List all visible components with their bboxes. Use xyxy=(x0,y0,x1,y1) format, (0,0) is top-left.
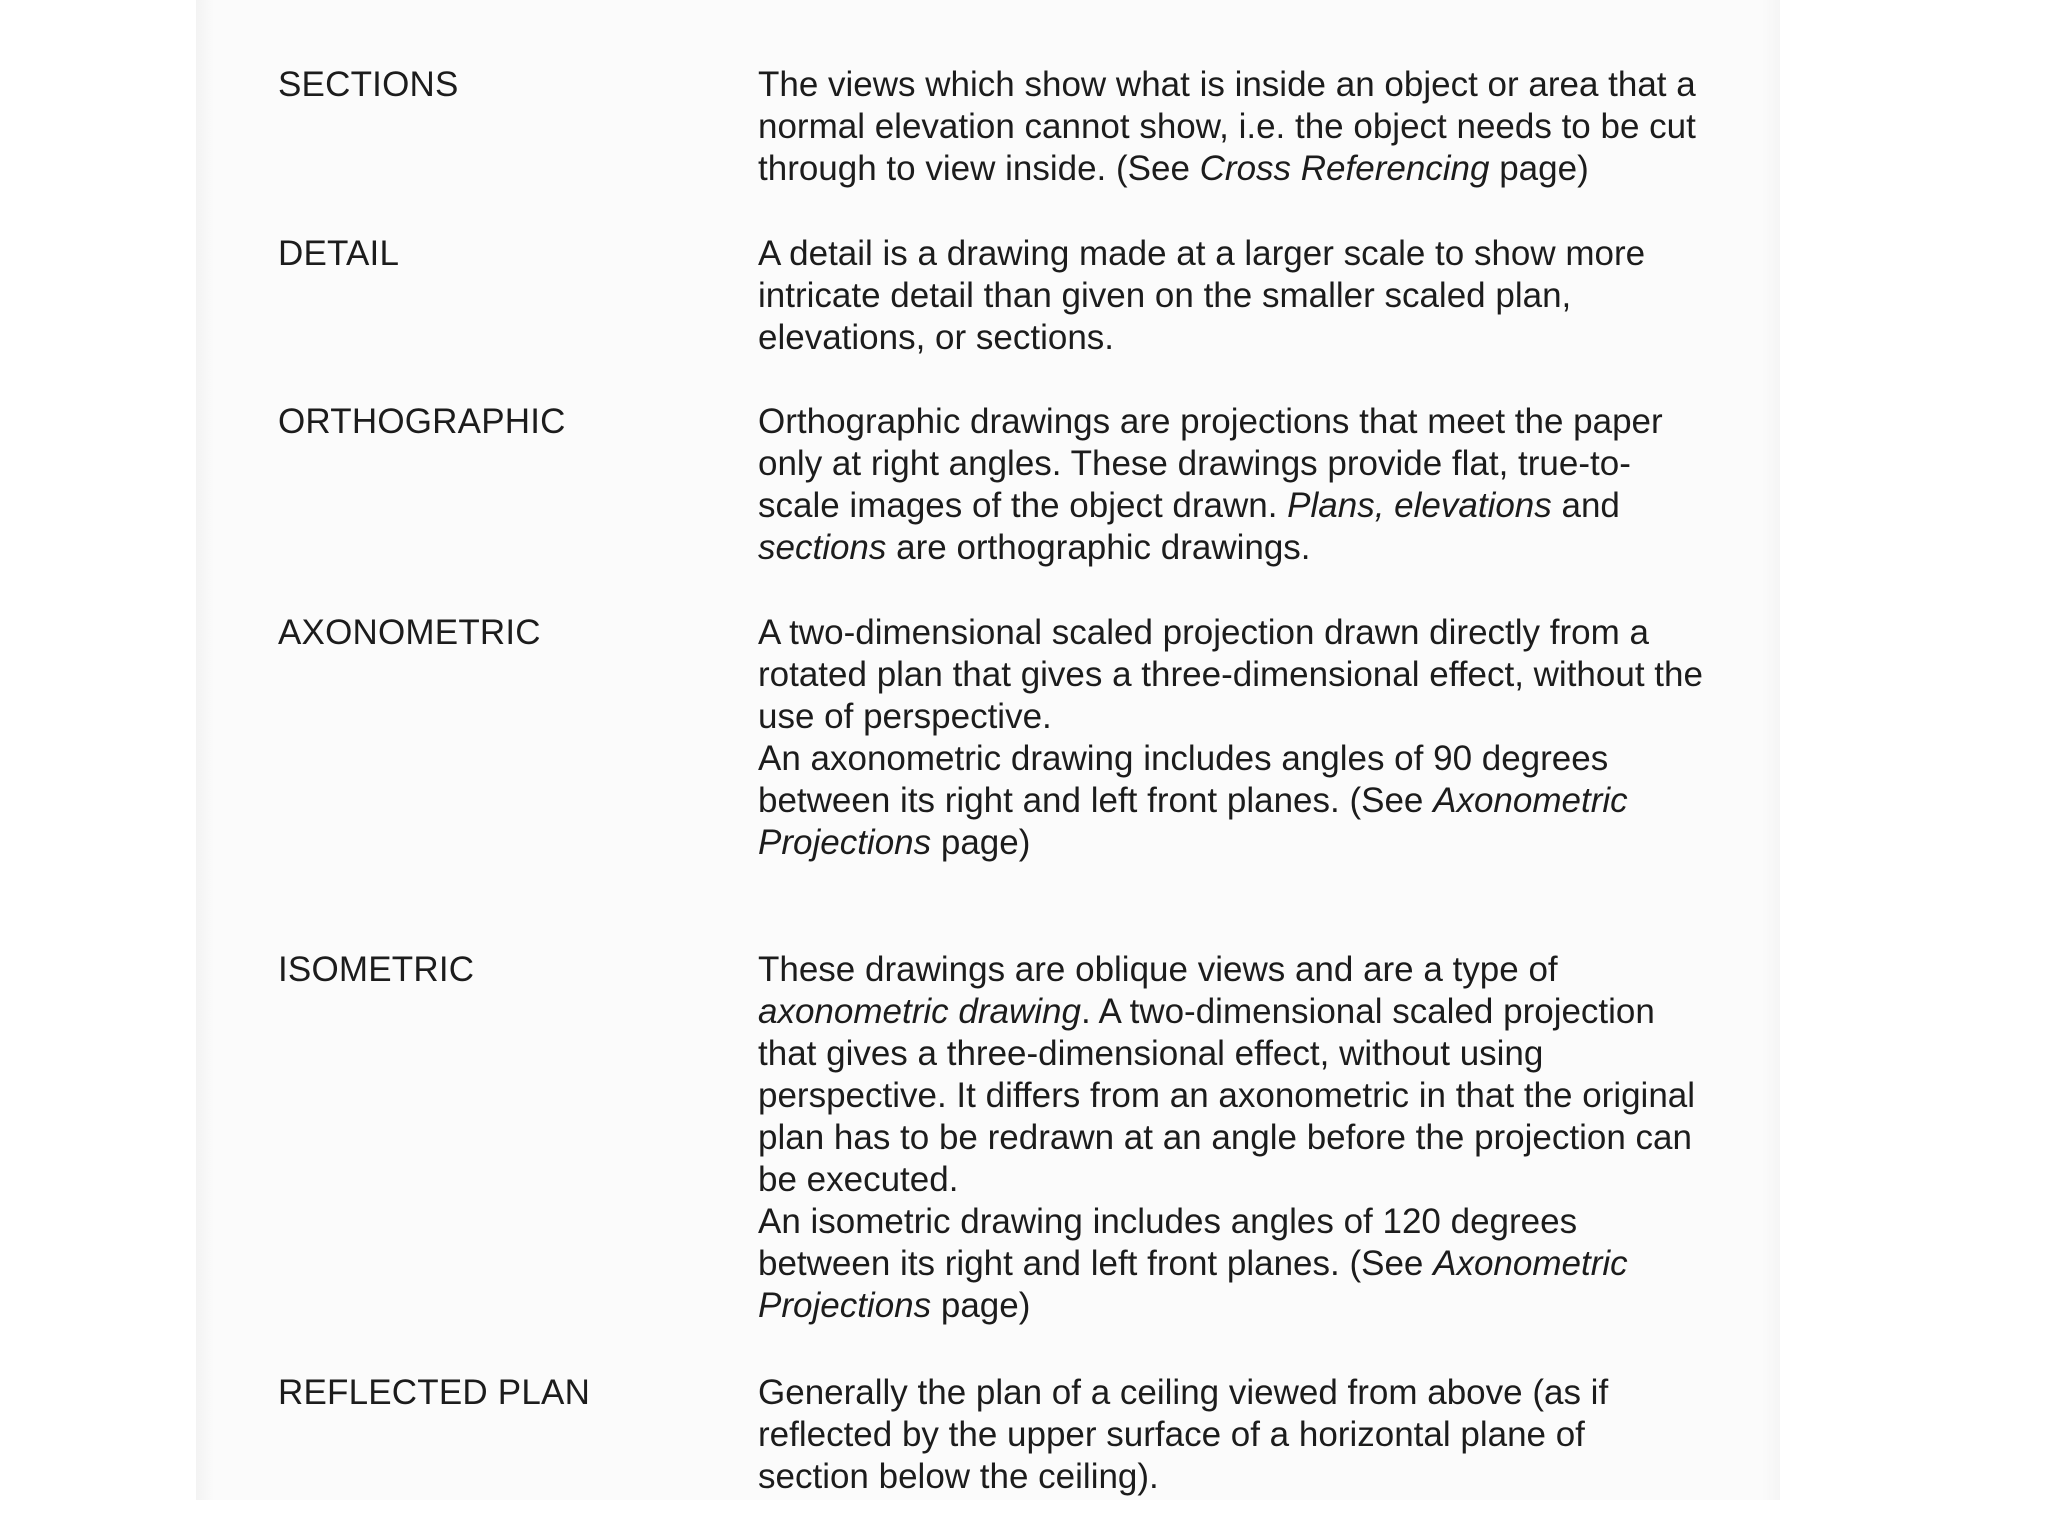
definition-text: use of perspective. xyxy=(758,697,1052,736)
glossary-definition xyxy=(758,401,1768,569)
glossary-term: ISOMETRIC xyxy=(278,950,475,989)
glossary-definition xyxy=(758,1372,1768,1498)
definition-text: only at right angles. These drawings provide flat, true-to- xyxy=(758,444,1631,483)
glossary-definition xyxy=(758,949,1768,1327)
glossary-term: REFLECTED PLAN xyxy=(278,1373,591,1412)
definition-line xyxy=(758,822,1768,864)
definition-italic-text: Projections xyxy=(758,1286,932,1325)
definition-text: The views which show what is inside an object or area that a xyxy=(758,65,1696,104)
definition-text: normal elevation cannot show, i.e. the object needs to be cut xyxy=(758,107,1696,146)
definition-line xyxy=(758,106,1768,148)
definition-text: page) xyxy=(931,823,1031,862)
definition-line xyxy=(758,485,1768,527)
definition-text: perspective. It differs from an axonometric in that the original xyxy=(758,1076,1696,1115)
definition-text: through to view inside. (See xyxy=(758,149,1200,188)
definition-text: Generally the plan of a ceiling viewed from above (as if xyxy=(758,1373,1609,1412)
definition-text: be executed. xyxy=(758,1160,959,1199)
definition-line xyxy=(758,738,1768,780)
definition-italic-text: Axonometric xyxy=(1433,781,1628,820)
definition-italic-text: Projections xyxy=(758,823,932,862)
definition-line xyxy=(758,1372,1768,1414)
definition-text: and xyxy=(1551,486,1620,525)
definition-text: page) xyxy=(1489,149,1589,188)
definition-italic-text: Plans, elevations xyxy=(1287,486,1552,525)
definition-text: scale images of the object drawn. xyxy=(758,486,1288,525)
definition-line xyxy=(758,443,1768,485)
definition-line xyxy=(758,233,1768,275)
definition-line xyxy=(758,1456,1768,1498)
definition-line xyxy=(758,275,1768,317)
definition-text: page) xyxy=(931,1286,1031,1325)
definition-line xyxy=(758,527,1768,569)
definition-line xyxy=(758,991,1768,1033)
definition-text: A two-dimensional scaled projection drawn directly from a xyxy=(758,613,1649,652)
definition-text: An axonometric drawing includes angles of 90 degrees xyxy=(758,739,1609,778)
definition-line xyxy=(758,1117,1768,1159)
definition-text: An isometric drawing includes angles of 120 degrees xyxy=(758,1202,1578,1241)
definition-italic-text: axonometric drawing xyxy=(758,992,1081,1031)
glossary-term: ORTHOGRAPHIC xyxy=(278,402,566,441)
glossary-definition xyxy=(758,64,1768,190)
definition-text: . A two-dimensional scaled projection xyxy=(1080,992,1655,1031)
definition-italic-text: sections xyxy=(758,528,887,567)
definition-line xyxy=(758,317,1768,359)
definition-text: reflected by the upper surface of a horizontal plane of xyxy=(758,1415,1585,1454)
definition-line xyxy=(758,1243,1768,1285)
glossary-term: DETAIL xyxy=(278,234,400,273)
definition-italic-text: Axonometric xyxy=(1433,1244,1628,1283)
definition-text: between its right and left front planes. (See xyxy=(758,781,1434,820)
definition-text: plan has to be redrawn at an angle before the projection can xyxy=(758,1118,1692,1157)
definition-text: between its right and left front planes. (See xyxy=(758,1244,1434,1283)
definition-text: A detail is a drawing made at a larger scale to show more xyxy=(758,234,1646,273)
definition-line xyxy=(758,949,1768,991)
definition-italic-text: Cross Referencing xyxy=(1199,149,1490,188)
definition-text: are orthographic drawings. xyxy=(886,528,1311,567)
definition-line xyxy=(758,1201,1768,1243)
glossary-definition xyxy=(758,233,1768,359)
definition-text: rotated plan that gives a three-dimensional effect, without the xyxy=(758,655,1703,694)
definition-text: These drawings are oblique views and are a type of xyxy=(758,950,1558,989)
definition-text: that gives a three-dimensional effect, without using xyxy=(758,1034,1544,1073)
glossary-definition xyxy=(758,612,1768,864)
definition-line xyxy=(758,148,1768,190)
definition-text: intricate detail than given on the smaller scaled plan, xyxy=(758,276,1572,315)
definition-line xyxy=(758,654,1768,696)
definition-line xyxy=(758,1159,1768,1201)
definition-text: section below the ceiling). xyxy=(758,1457,1159,1496)
definition-line xyxy=(758,1285,1768,1327)
definition-line xyxy=(758,1075,1768,1117)
glossary-term: SECTIONS xyxy=(278,65,459,104)
definition-line xyxy=(758,1414,1768,1456)
definition-line xyxy=(758,401,1768,443)
definition-line xyxy=(758,696,1768,738)
definition-line xyxy=(758,64,1768,106)
definition-text: elevations, or sections. xyxy=(758,318,1115,357)
definition-line xyxy=(758,780,1768,822)
definition-line xyxy=(758,612,1768,654)
definition-text: Orthographic drawings are projections that meet the paper xyxy=(758,402,1663,441)
definition-line xyxy=(758,1033,1768,1075)
glossary-term: AXONOMETRIC xyxy=(278,613,541,652)
